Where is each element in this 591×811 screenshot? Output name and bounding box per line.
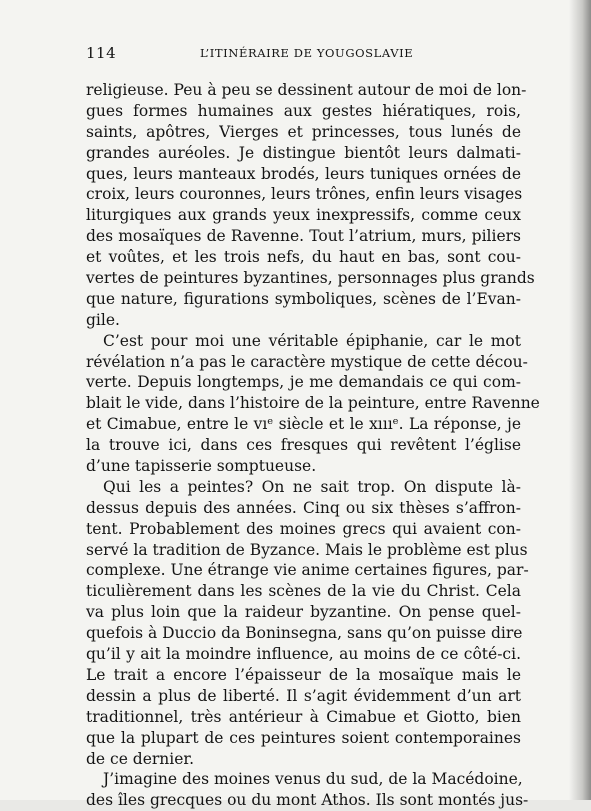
page-header	[86, 44, 521, 64]
text-line: et voûtes, et les trois nefs, du haut en bas, sont cou-	[86, 248, 521, 267]
text-line: que la plupart de ces peintures soient contemporaines	[86, 728, 521, 747]
text-line: religieuse. Peu à peu se dessinent autour de moi de lon-	[86, 81, 527, 99]
text-line: d’une tapisserie somptueuse.	[86, 457, 317, 476]
text-line: complexe. Une étrange vie anime certaines figures, par-	[86, 561, 529, 580]
text-line: qu’il y ait la moindre influence, au moins de ce côté-ci.	[86, 645, 521, 664]
paragraph	[86, 331, 540, 477]
text-line: et Cimabue, entre le vıᵉ siècle et le xıııᵉ. La réponse, je	[86, 415, 521, 434]
text-line: de ce dernier.	[86, 749, 195, 768]
paragraph	[86, 477, 529, 769]
text-line: que nature, figurations symboliques, scènes de l’Evan-	[86, 289, 521, 308]
text-line: gues formes humaines aux gestes hiératiques, rois,	[86, 101, 521, 120]
text-line: quefois à Duccio da Boninsegna, sans qu’on puisse dire	[86, 624, 523, 643]
text-line: verte. Depuis longtemps, je me demandais ce qui com-	[86, 373, 521, 392]
text-line: croix, leurs couronnes, leurs trônes, enfin leurs visages	[86, 185, 523, 204]
text-line: grandes auréoles. Je distingue bientôt leurs dalmati-	[86, 143, 521, 162]
page-edge-shadow	[569, 0, 591, 800]
paragraph	[86, 769, 529, 811]
text-line: va plus loin que la raideur byzantine. On pense quel-	[86, 603, 521, 622]
text-line: des mosaïques de Ravenne. Tout l’atrium, murs, piliers	[86, 227, 521, 246]
text-line: J’imagine des moines venus du sud, de la Macédoine,	[103, 770, 523, 789]
text-line: vertes de peintures byzantines, personnages plus grands	[86, 269, 535, 288]
text-line: des îles grecques ou du mont Athos. Ils sont montés jus-	[86, 791, 529, 810]
page-number: 114	[86, 44, 117, 62]
text-line: ques, leurs manteaux brodés, leurs tuniques ornées de	[86, 164, 521, 183]
text-line: dessin a plus de liberté. Il s’agit évidemment d’un art	[86, 686, 521, 705]
text-line: C’est pour moi une véritable épiphanie, car le mot	[103, 331, 521, 350]
text-line: servé la tradition de Byzance. Mais le problème est plus	[86, 540, 528, 559]
text-line: dessus depuis des années. Cinq ou six thèses s’affron-	[86, 498, 521, 517]
text-line: blait le vide, dans l’histoire de la peinture, entre Ravenne	[86, 394, 540, 413]
text-line: ticulièrement dans les scènes de la vie du Christ. Cela	[86, 582, 521, 601]
running-title: L’ITINÉRAIRE DE YOUGOSLAVIE	[200, 46, 414, 60]
text-line: Le trait a encore l’épaisseur de la mosaïque mais le	[86, 665, 521, 684]
text-line: liturgiques aux grands yeux inexpressifs, comme ceux	[86, 206, 521, 225]
text-line: traditionnel, très antérieur à Cimabue et Giotto, bien	[86, 707, 521, 726]
body-text	[86, 80, 540, 811]
text-line: Qui les a peintes? On ne sait trop. On dispute là-	[103, 477, 521, 496]
text-line: la trouve ici, dans ces fresques qui revêtent l’église	[86, 436, 521, 455]
text-line: saints, apôtres, Vierges et princesses, tous lunés de	[86, 122, 521, 141]
text-line: gile.	[86, 310, 120, 329]
text-line: révélation n’a pas le caractère mystique de cette décou-	[86, 352, 528, 371]
text-line: tent. Probablement des moines grecs qui avaient con-	[86, 519, 521, 538]
paragraph	[86, 80, 535, 331]
